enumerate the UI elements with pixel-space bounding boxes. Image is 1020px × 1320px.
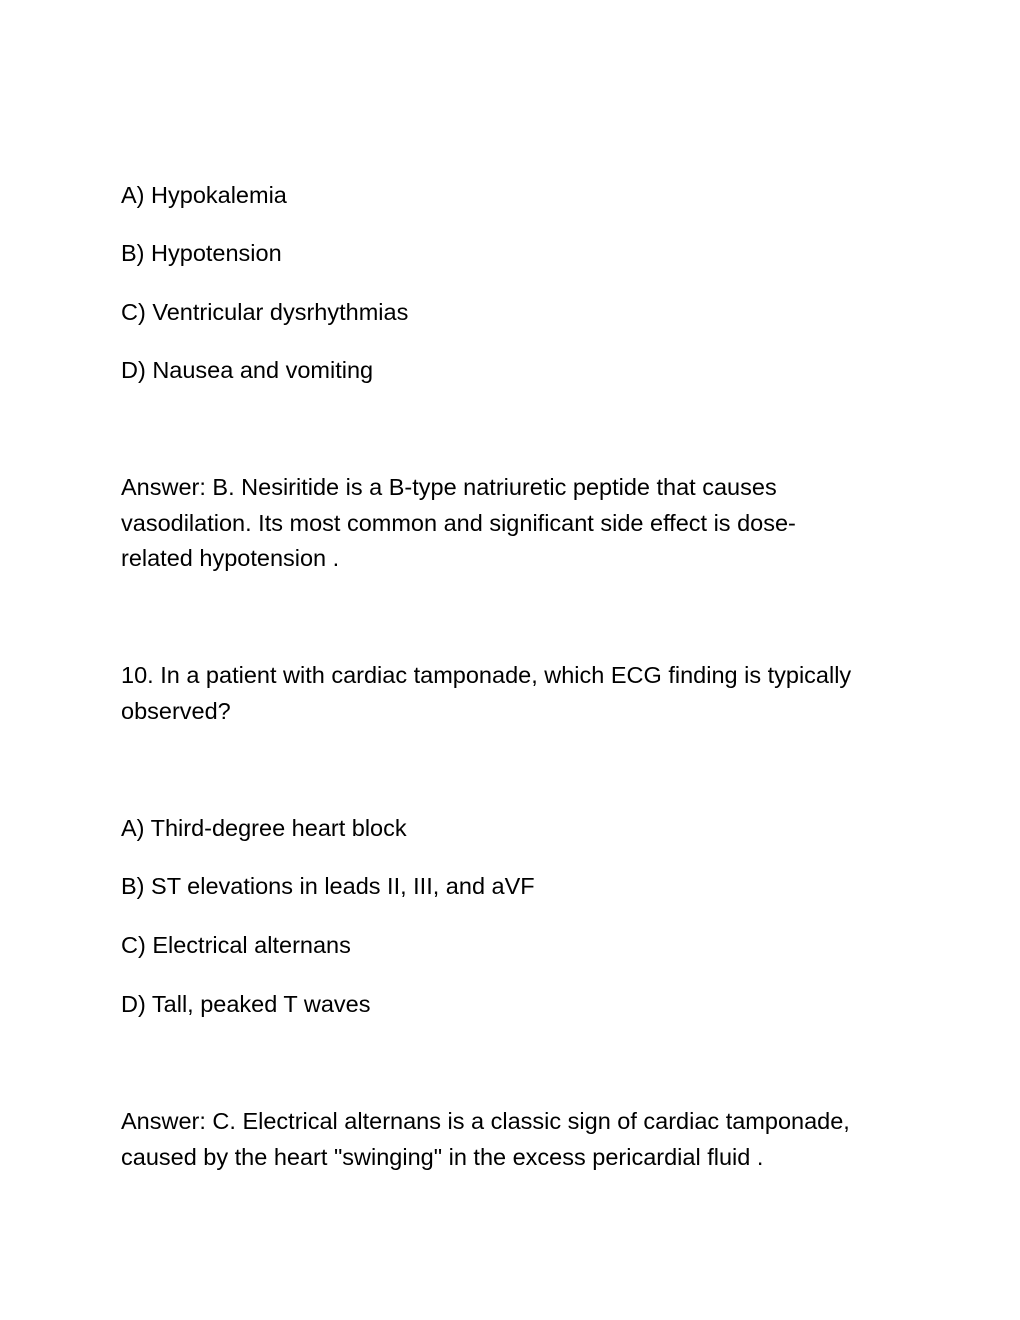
q10-option-a: A) Third-degree heart block (121, 815, 407, 841)
q10-option-d: D) Tall, peaked T waves (121, 991, 371, 1017)
q10-option-c: C) Electrical alternans (121, 932, 351, 958)
q9-option-c: C) Ventricular dysrhythmias (121, 299, 409, 325)
q9-option-b: B) Hypotension (121, 240, 282, 266)
q9-answer: Answer: B. Nesiritide is a B-type natriuretic peptide that causes vasodilation. Its most common and significant side effect is dose-related hypotension . (121, 474, 796, 571)
q9-option-d: D) Nausea and vomiting (121, 357, 374, 383)
q10-option-b: B) ST elevations in leads II, III, and aVF (121, 873, 535, 899)
q9-option-a: A) Hypokalemia (121, 182, 287, 208)
q10-question: 10. In a patient with cardiac tamponade, which ECG finding is typically observed? (121, 662, 852, 724)
q10-answer: Answer: C. Electrical alternans is a classic sign of cardiac tamponade, caused by the heart "swinging" in the excess pericardial fluid . (121, 1108, 850, 1170)
